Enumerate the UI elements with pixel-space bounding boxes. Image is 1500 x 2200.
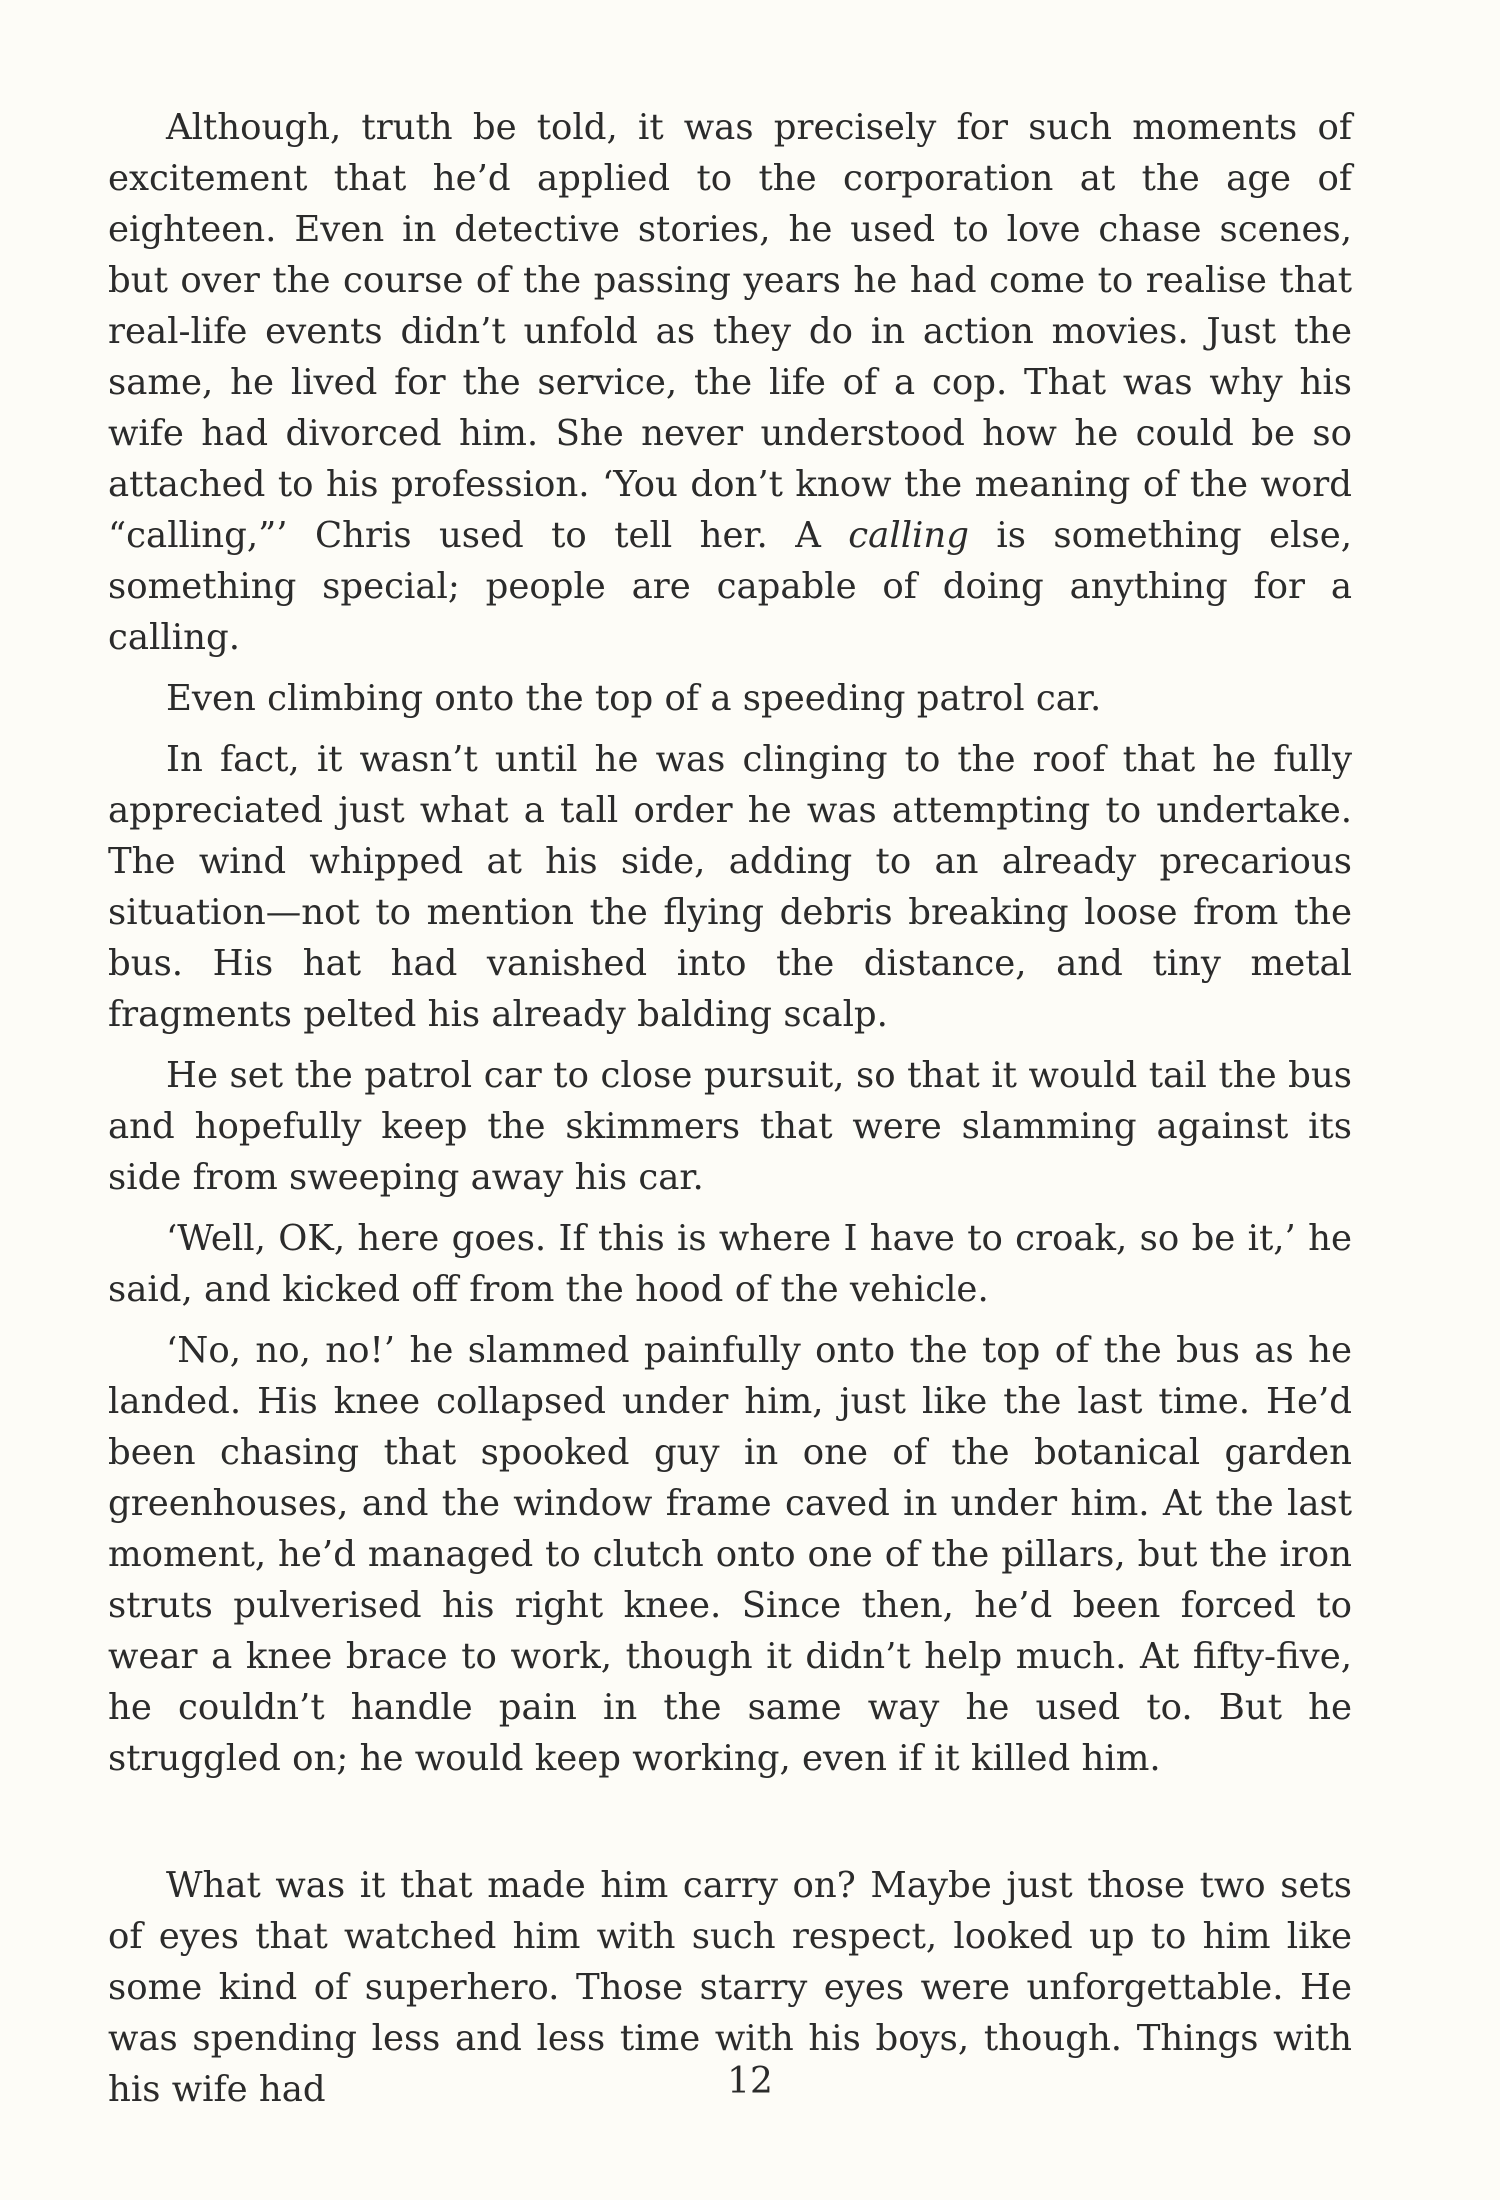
- text-run: ‘Well, OK, here goes. If this is where I have to croak, so be it,’ he said, and kicked off from the hood of the vehicle.: [108, 1218, 1352, 1310]
- text-run: In fact, it wasn’t until he was clinging to the roof that he fully appreciated just what a tall order he was attempting to undertake. The wind whipped at his side, adding to an already precarious situation—not to mention the flying debris breaking loose from the bus. His hat had vanished into the distance, and tiny metal fragments pelted his already balding scalp.: [108, 739, 1352, 1035]
- page-body: [108, 102, 1352, 2125]
- paragraph: [108, 1213, 1352, 1315]
- paragraph: [108, 102, 1352, 663]
- text-run: is something else, something special; people are capable of doing anything for a calling.: [108, 515, 1353, 658]
- text-run: He set the patrol car to close pursuit, so that it would tail the bus and hopefully keep the skimmers that were slamming against its side from sweeping away his car.: [108, 1055, 1352, 1198]
- paragraph: [108, 1050, 1352, 1203]
- paragraph: [108, 673, 1352, 724]
- page-number: 12: [727, 2061, 773, 2102]
- text-run: ‘No, no, no!’ he slammed painfully onto the top of the bus as he landed. His knee collapsed under him, just like the last time. He’d been chasing that spooked guy in one of the botanical garden greenhouses, and the window frame caved in under him. At the last moment, he’d managed to clutch onto one of the pillars, but the iron struts pulverised his right knee. Since then, he’d been forced to wear a knee brace to work, though it didn’t help much. At fifty-five, he couldn’t handle pain in the same way he used to. But he struggled on; he would keep working, even if it killed him.: [108, 1330, 1352, 1779]
- italic-text: calling: [848, 515, 969, 556]
- text-run: Although, truth be told, it was precisely for such moments of excitement that he’d applied to the corporation at the age of eighteen. Even in detective stories, he used to love chase scenes, but over the course of the passing years he had come to realise that real-life events didn’t unfold as they do in action movies. Just the same, he lived for the service, the life of a cop. That was why his wife had divorced him. She never understood how he could be so attached to his profession. ‘You don’t know the meaning of the word “calling,”’ Chris used to tell her. A: [108, 107, 1352, 556]
- paragraph: [108, 1325, 1352, 1784]
- text-run: Even climbing onto the top of a speeding patrol car.: [166, 678, 1102, 719]
- paragraph: [108, 734, 1352, 1040]
- text-run: What was it that made him carry on? Maybe just those two sets of eyes that watched him with such respect, looked up to him like some kind of superhero. Those starry eyes were unforgettable. He was spending less and less time with his boys, though. Things with his wife had: [108, 1865, 1352, 2110]
